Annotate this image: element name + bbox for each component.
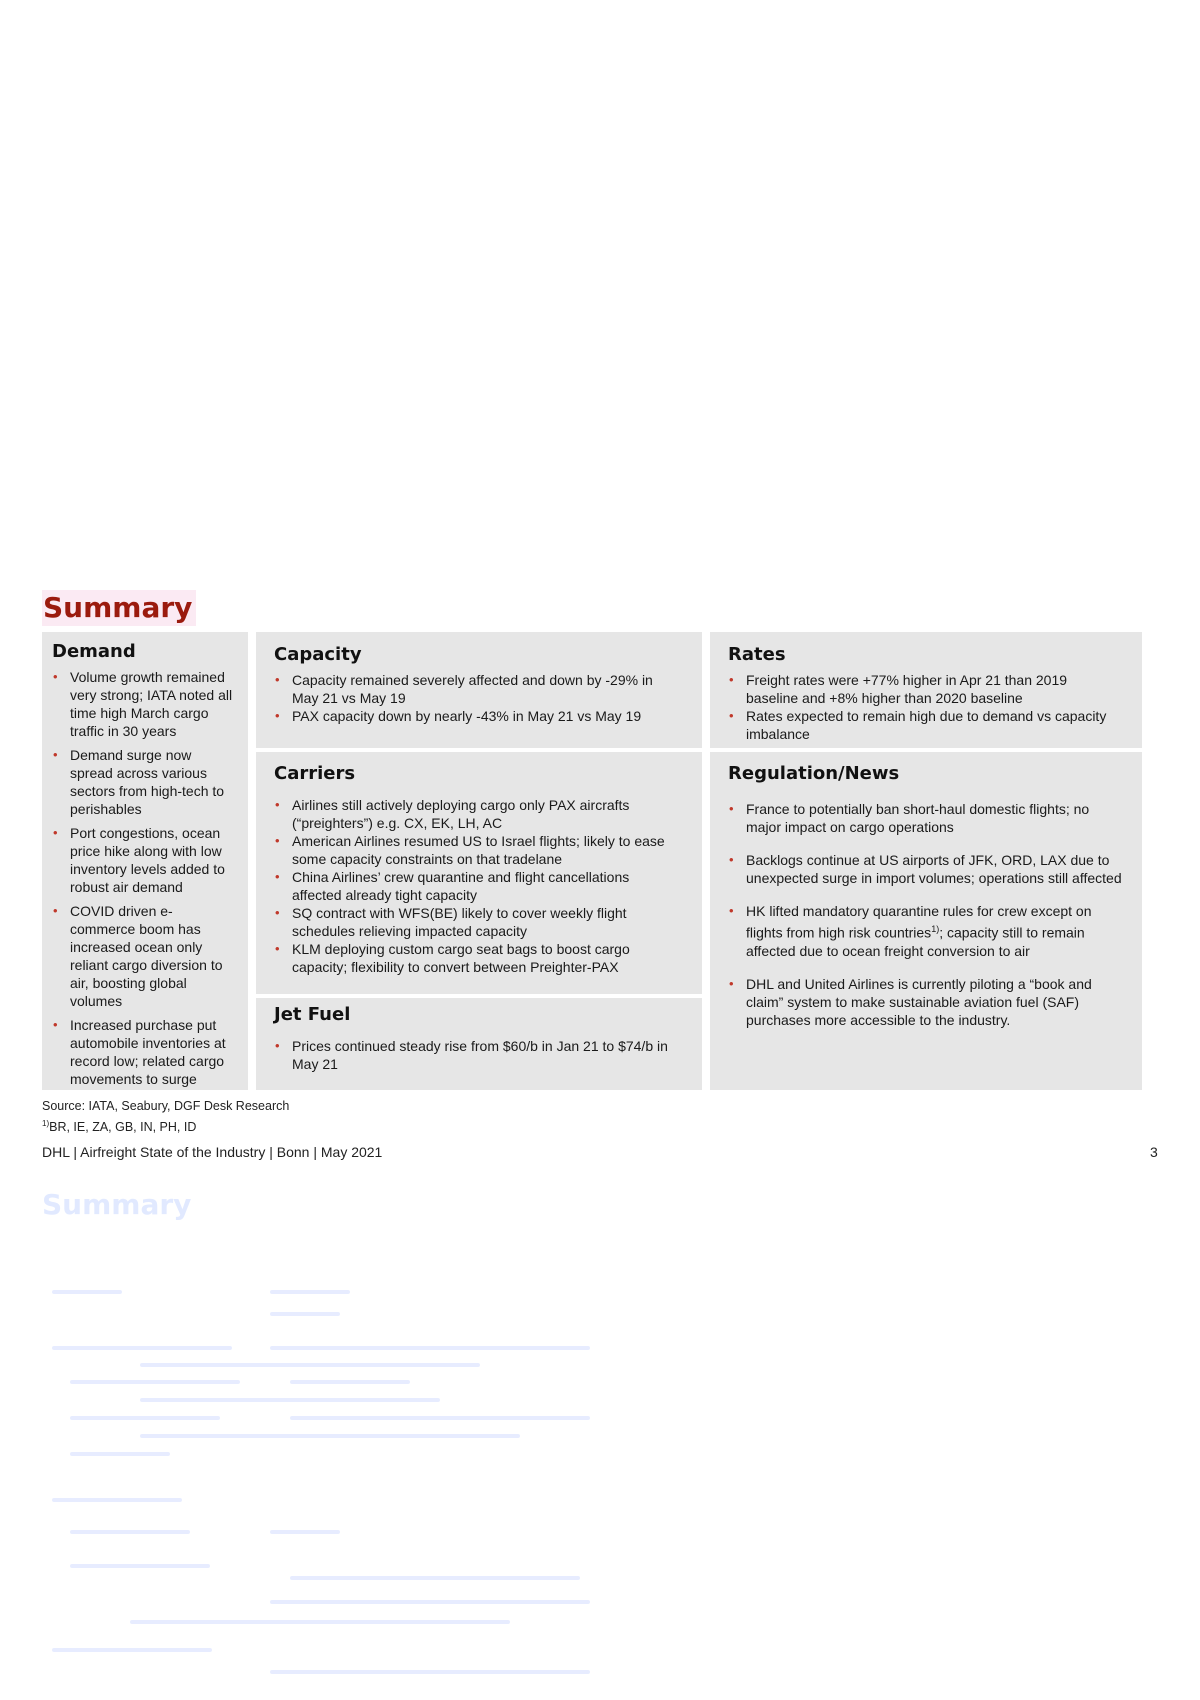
ghost-line	[52, 1648, 212, 1652]
ghost-line	[52, 1346, 232, 1350]
list-item: • Backlogs continue at US airports of JFK, ORD, LAX due to unexpected surge in import volumes; operations still affected	[728, 851, 1122, 887]
carriers-panel	[256, 752, 702, 994]
ghost-line	[140, 1363, 480, 1367]
jet-fuel-list	[274, 1037, 682, 1073]
ghost-line	[70, 1380, 240, 1384]
list-item: • KLM deploying custom cargo seat bags to boost cargo capacity; flexibility to convert between Preighter-PAX	[274, 940, 682, 976]
regulation-list	[728, 800, 1122, 1029]
ghost-line	[130, 1620, 510, 1624]
list-item: • China Airlines’ crew quarantine and flight cancellations affected already tight capacity	[274, 868, 682, 904]
rates-heading: Rates	[728, 644, 786, 665]
list-item: • Rates expected to remain high due to demand vs capacity imbalance	[728, 707, 1122, 743]
ghost-line	[270, 1600, 590, 1604]
ghost-line	[270, 1312, 340, 1316]
list-item: • American Airlines resumed US to Israel flights; likely to ease some capacity constraints on that tradelane	[274, 832, 682, 868]
footnote	[42, 1115, 289, 1136]
capacity-panel	[256, 632, 702, 748]
list-item: • PAX capacity down by nearly -43% in May 21 vs May 19	[274, 707, 682, 725]
ghost-line	[290, 1576, 580, 1580]
carriers-list	[274, 796, 682, 976]
ghost-line	[270, 1530, 340, 1534]
source-text: Source: IATA, Seabury, DGF Desk Research	[42, 1099, 290, 1113]
ghost-line	[52, 1498, 182, 1502]
ghost-line	[270, 1290, 350, 1294]
footnote-mark: 1)	[931, 924, 940, 934]
list-item: • Demand surge now spread across various sectors from high-tech to perishables	[52, 746, 238, 818]
list-item: • DHL and United Airlines is currently piloting a “book and claim” system to make sustainable aviation fuel (SAF) purchases more accessible to the industry.	[728, 975, 1122, 1029]
list-item: • SQ contract with WFS(BE) likely to cover weekly flight schedules relieving impacted capacity	[274, 904, 682, 940]
demand-heading: Demand	[52, 641, 136, 662]
demand-list	[52, 668, 238, 1088]
list-item: • Prices continued steady rise from $60/b in Jan 21 to $74/b in May 21	[274, 1037, 682, 1073]
ghost-line	[290, 1416, 590, 1420]
ghost-line	[290, 1380, 410, 1384]
ghost-line	[270, 1670, 590, 1674]
ghost-line	[140, 1434, 520, 1438]
list-item: • Port congestions, ocean price hike along with low inventory levels added to robust air demand	[52, 824, 238, 896]
page-title: Summary	[42, 590, 196, 626]
rates-panel	[710, 632, 1142, 748]
ghost-line	[70, 1530, 190, 1534]
ghost-line	[70, 1416, 220, 1420]
footnote-mark: 1)	[42, 1119, 50, 1128]
list-item: • Freight rates were +77% higher in Apr 21 than 2019 baseline and +8% higher than 2020 baseline	[728, 671, 1122, 707]
ghost-title: Summary	[42, 1188, 192, 1221]
ghost-line	[70, 1452, 170, 1456]
hk-text-after: ; capacity still to remain affected due to ocean freight conversion to air	[746, 924, 1085, 959]
list-item	[728, 902, 1122, 960]
page-number: 3	[1150, 1144, 1158, 1160]
jet-fuel-panel	[256, 998, 702, 1090]
list-item: • COVID driven e-commerce boom has increased ocean only reliant cargo diversion to air, boosting global volumes	[52, 902, 238, 1010]
source-note	[42, 1098, 289, 1136]
demand-panel	[42, 632, 248, 1090]
ghost-line	[70, 1564, 210, 1568]
ghost-artifact	[0, 1180, 1200, 1700]
ghost-line	[270, 1346, 590, 1350]
regulation-panel	[710, 752, 1142, 1090]
list-item: • Volume growth remained very strong; IATA noted all time high March cargo traffic in 30 years	[52, 668, 238, 740]
rates-list	[728, 671, 1122, 743]
list-item: • Increased purchase put automobile inventories at record low; related cargo movements to surge	[52, 1016, 238, 1088]
ghost-line	[52, 1290, 122, 1294]
list-item: • France to potentially ban short-haul domestic flights; no major impact on cargo operations	[728, 800, 1122, 836]
jet-fuel-heading: Jet Fuel	[274, 1004, 351, 1025]
list-item: • Capacity remained severely affected and down by -29% in May 21 vs May 19	[274, 671, 682, 707]
regulation-heading: Regulation/News	[728, 763, 900, 784]
list-item: • Airlines still actively deploying cargo only PAX aircrafts (“preighters”) e.g. CX, EK, LH, AC	[274, 796, 682, 832]
capacity-heading: Capacity	[274, 644, 362, 665]
carriers-heading: Carriers	[274, 763, 356, 784]
hk-text-before: HK lifted mandatory quarantine rules for crew except on flights from high risk countries	[746, 903, 1092, 941]
footnote-text: BR, IE, ZA, GB, IN, PH, ID	[49, 1120, 197, 1135]
footer-text: DHL | Airfreight State of the Industry | Bonn | May 2021	[42, 1144, 383, 1160]
capacity-list	[274, 671, 682, 725]
ghost-line	[140, 1398, 440, 1402]
